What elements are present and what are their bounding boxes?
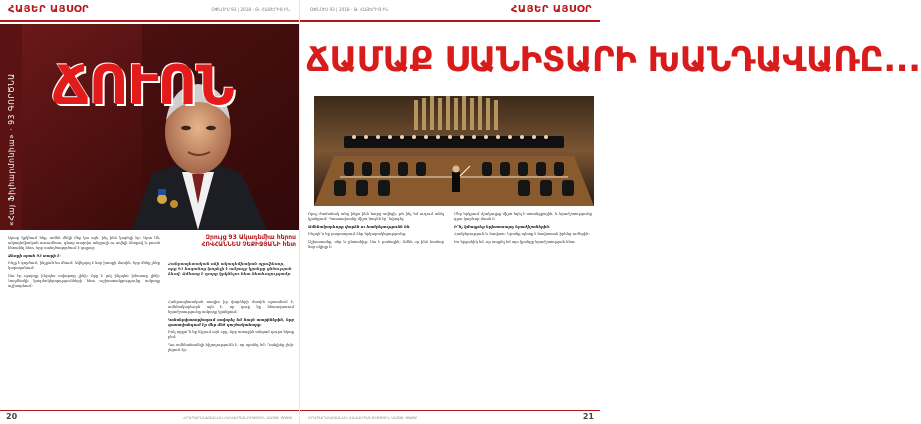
left-column-2 [168,300,294,355]
right-column-1 [308,212,444,252]
question: Ձեռքի սրահ 93 տարի է։ [8,253,61,258]
question: Ամենակարևորը փորձն ու համբերությունն են։ [308,224,411,229]
right-page-number: 21 [582,412,594,421]
right-footer-link[interactable]: ՀՐԱՊԱՐԱԿԱԳԱՆԱԿ ՀԱԿԱՍՊԱՆՈՒԹՅՈՒՆ ՍԱՅԹ: WWW [308,415,417,420]
paragraph: Սա էր պարզը ինչպես ավարտը լինի։ Որը է լոկ ինչպես իմաստը լինի։ Կողմնակի կազմակերպությունների հետ աշխատակցությունը ամբողջ աշխարհում։ [8,273,160,288]
paragraph: Իսկ որքա՞ն եք հիշում այն օրը, երբ առաջին անգամ դուրս եկաք բեմ։ [168,330,294,340]
article-intro: Հանրապետական ոճի ակադեմիական պրոֆեսոր, որը 93 հոգանոց կարելի է ամբողջ կյանքը ցնծության ձևով։ Ձմեռոց է դարը կրկնելու հետ հետևողությամբ։ [168,261,292,276]
left-column-1 [8,236,160,291]
left-header [0,0,300,22]
paragraph: Ինչը է գործում, ինչքան ես մնում։ Ավելորդ է նոր խոսքի մասին, երբ մենք չենք կարողանում։ [8,261,160,271]
question: Ի՞նչ կմաղթեք երիտասարդ երաժիշտներին։ [454,224,551,229]
portrait-photo [22,24,300,230]
right-brand-logo: ՀԱՅԵՐ ԱՅՍՕՐ [510,4,592,15]
left-issue-info: ՕՓՆՈՒՍ 93 | 2018 - Թ. ՀԱՅԵՐԻՑ ԻՆ [211,7,290,12]
paragraph: Դա ամենահաճելի հիշողությունն է, որ պահել եմ։ Դահլիճը լեփ-լեցուն էր։ [168,342,294,352]
article-subtitle: Զրույց 93 Ակադեմիա հերոս ՀՈՎՀԱՆՆԵՍ ՉԵՔԻՋՅԱՆԻ հետ [201,234,296,249]
paragraph: Մեր երկրում մշակույթը միշտ եղել է առանցքային, և երաժշտությունը դրա կարևոր մասն է։ [454,212,592,222]
paragraph: Աշխատանք, սեր և ընտանիք։ Սա է բանալին։ Ամեն օր ինձ համար նոր սկիզբ է։ [308,239,444,249]
paragraph: Որոշ ժամանակ անց ինքս ինձ հարց տվեցի, թե ինչ եմ ուզում անել կյանքում։ Պատասխանը միշտ նույնն էր՝ նվագել։ [308,212,444,222]
paragraph: Ինչպե՞ս եք բացատրում ձեր երկարակեցությունը։ [308,232,407,237]
left-brand-logo: ՀԱՅԵՐ ԱՅՍՕՐ [8,4,90,15]
paragraph: Համբերություն և հավատ։ Նրանք պետք է հավատան իրենց ուժերին։ [454,232,590,237]
paragraph: Այսօր կրկնում ենք. ամեն մեկի մեջ կա այն, ինչ ինձ կարելի էր։ Արտ Սև ակադեմիական ուսումնաս, գնաց տարվա անցյալի ու ավելի ձեռքով և բուռն հեռանել հետ, երբ ստեղծագործում է դպրոց։ [8,236,160,251]
hero-title: ՃԱՄԱՔ ՍԱՆԻՏԱՐԻ ԽԱՆԴԱՎԱՌԸ... [306,40,921,80]
paragraph: Հանրապետական ռադիո իր փորձերի մասին պատմում է, ամենակարևորն այն է, որ դուք եք հետազոտում երաժշտությունը ամբողջ կյանքում։ [168,300,294,315]
right-page [300,0,921,424]
orchestra-photo [314,96,594,206]
left-header-rule [0,20,300,22]
right-footer [300,410,600,424]
right-issue-info: ՕՓՆՈՒՍ 93 | 2018 - Թ. ՀԱՅԵՐԻՑ ԻՆ [310,7,389,12]
side-band-text: «Հայ Ֆիլհարմոնիա» · 93 ԳՈՐԾՆԱ [7,73,16,226]
hero-word: ՃՈՒՈՆ [52,54,234,117]
left-footer-link[interactable]: ՀՐԱՊԱՐԱԿԱԳԱՆԱԿ ՀԱԿԱՍՊԱՆՈՒԹՅՈՒՆ ՍԱՅԹ: WWW [183,415,292,420]
question: Կոնսերվատորիայում սովորել եմ նույն տարիներին, երբ դասավանդում էր մեր մեծ դաշնակահարը։ [168,317,294,327]
right-header-rule [300,20,600,22]
left-page [0,0,300,424]
right-column-2 [454,212,592,247]
orchestra-illustration [314,96,594,206]
left-page-number: 20 [6,412,18,421]
left-footer [0,410,300,424]
paragraph: Ես երջանիկ եմ, որ ապրել եմ այս կյանքը երաժշտության հետ։ [454,239,576,244]
right-header [300,0,600,22]
